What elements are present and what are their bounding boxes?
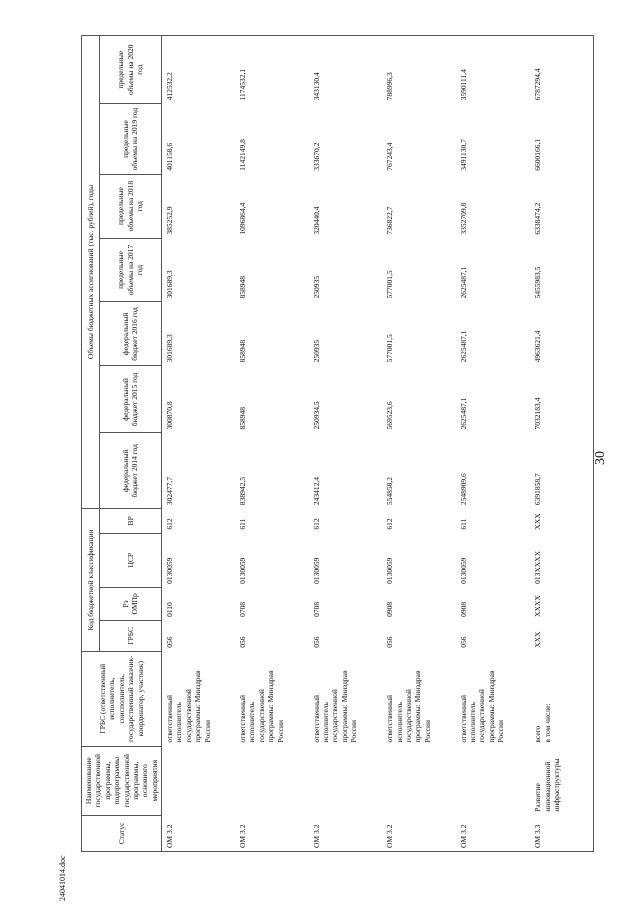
cell-value-2017: 250935 bbox=[311, 275, 321, 299]
cell-value-2019: 1142149,8 bbox=[238, 139, 248, 171]
cell-value-2018: 1096864,4 bbox=[238, 202, 248, 235]
cell-resp: ответственный исполнитель государственной программы: Минздрав России bbox=[165, 670, 212, 743]
header-status: Статус bbox=[82, 815, 162, 851]
cell-value-2019: 3491130,7 bbox=[458, 139, 468, 171]
cell-resp: ответственный исполнитель государственной программы: Минздрав России bbox=[458, 670, 506, 743]
header-y2019: предельные объемы на 2019 год bbox=[99, 104, 161, 174]
table-row bbox=[382, 36, 456, 852]
cell-value-2018: 6338474,2 bbox=[530, 174, 593, 238]
cell-value-2014: 243412,4 bbox=[311, 476, 321, 506]
footer-filename: 24041014.doc bbox=[58, 855, 67, 901]
cell-grbs: 056 bbox=[311, 636, 321, 648]
header-y2015: федеральный бюджет 2015 год bbox=[99, 366, 161, 433]
cell-status: ОМ 3.2 bbox=[456, 815, 531, 851]
table-row bbox=[456, 36, 531, 852]
cell-value-2018: 736822,7 bbox=[385, 206, 395, 235]
cell-status: ОМ 3.3 bbox=[530, 815, 593, 851]
cell-csr: 0130059 bbox=[458, 557, 468, 584]
cell-value-2020: 3590111,4 bbox=[456, 36, 531, 104]
cell-value-2015: 300870,8 bbox=[165, 401, 174, 430]
cell-value-2014: 554858,2 bbox=[385, 476, 395, 506]
header-rz: Рз ОМПр bbox=[99, 587, 161, 620]
cell-value-2015: 7032183,4 bbox=[530, 366, 593, 433]
table-row bbox=[235, 36, 309, 852]
cell-value-2014: 302477,7 bbox=[165, 476, 174, 506]
cell-csr: 0130059 bbox=[311, 557, 321, 584]
cell-vr: 612 bbox=[311, 518, 321, 530]
cell-value-2020: 788996,3 bbox=[382, 36, 456, 104]
cell-vr: 612 bbox=[165, 518, 174, 530]
cell-grbs: 056 bbox=[458, 636, 468, 648]
cell-rz: 0708 bbox=[238, 601, 248, 617]
cell-value-2017: 301689,3 bbox=[165, 270, 174, 299]
cell-status: ОМ 3.2 bbox=[235, 815, 309, 851]
cell-value-2018: 385252,9 bbox=[165, 206, 174, 235]
header-y2016: федеральный бюджет 2016 год bbox=[99, 302, 161, 366]
page-number: 30 bbox=[593, 451, 608, 465]
cell-value-2015: 569523,6 bbox=[385, 401, 395, 430]
cell-status: ОМ 3.2 bbox=[309, 815, 383, 851]
cell-value-2018: 3352709,8 bbox=[458, 202, 468, 235]
cell-csr: 0130059 bbox=[238, 557, 248, 584]
cell-vr: XXX bbox=[530, 509, 593, 534]
cell-grbs: 056 bbox=[238, 636, 248, 648]
cell-name bbox=[309, 746, 383, 815]
cell-grbs: XXX bbox=[530, 620, 593, 651]
header-y2014: федеральный бюджет 2014 год bbox=[99, 433, 161, 509]
cell-csr: 013XXXX bbox=[530, 533, 593, 587]
cell-vr: 612 bbox=[385, 518, 395, 530]
header-name: Наименование государственной программы, подпрограммы государственной программы, основного мероприятия bbox=[82, 746, 162, 815]
cell-value-2016: 858948 bbox=[238, 339, 248, 363]
cell-rz: 0708 bbox=[311, 601, 321, 617]
header-y2017: предельные объемы на 2017 год bbox=[99, 238, 161, 302]
cell-value-2017: 5455983,5 bbox=[530, 238, 593, 302]
cell-value-2014: 2548909,6 bbox=[458, 473, 468, 506]
header-grbs-resp: ГРБС (ответственный исполнитель, соисполнитель, государственный заказчик-координатор, участник) bbox=[82, 651, 162, 746]
table-row bbox=[162, 36, 236, 852]
cell-value-2019: 6600166,1 bbox=[530, 104, 593, 174]
cell-rz: XXXX bbox=[530, 587, 593, 620]
cell-name bbox=[456, 746, 531, 815]
cell-value-2019: 333670,2 bbox=[311, 142, 321, 171]
header-y2018: предельные объемы на 2018 год bbox=[99, 174, 161, 238]
cell-resp: ответственный исполнитель государственной программы: Минздрав России bbox=[238, 670, 285, 743]
cell-grbs: 056 bbox=[385, 636, 395, 648]
cell-value-2018: 320440,4 bbox=[311, 206, 321, 235]
cell-name bbox=[235, 746, 309, 815]
cell-value-2015: 2625487,1 bbox=[458, 397, 468, 430]
cell-rz: 0908 bbox=[458, 601, 468, 617]
cell-resp: всего в том числе: bbox=[530, 651, 593, 746]
cell-value-2020: 412532,2 bbox=[162, 36, 236, 104]
cell-value-2020: 343130,4 bbox=[309, 36, 383, 104]
cell-value-2016: 577001,5 bbox=[385, 334, 395, 363]
budget-table bbox=[81, 35, 594, 852]
cell-value-2016: 4963621,4 bbox=[530, 302, 593, 366]
cell-value-2016: 2625487,1 bbox=[458, 330, 468, 363]
cell-grbs: 056 bbox=[165, 636, 174, 648]
cell-vr: 611 bbox=[238, 518, 248, 530]
cell-value-2017: 2625487,1 bbox=[458, 266, 468, 299]
cell-status: ОМ 3.2 bbox=[162, 815, 236, 851]
cell-name bbox=[162, 746, 236, 815]
cell-status: ОМ 3.2 bbox=[382, 815, 456, 851]
cell-value-2014: 838942,5 bbox=[238, 476, 248, 506]
header-vr: ВР bbox=[99, 509, 161, 534]
cell-value-2019: 767243,4 bbox=[385, 142, 395, 171]
cell-value-2017: 858948 bbox=[238, 275, 248, 299]
cell-rz: 0110 bbox=[165, 602, 174, 617]
cell-name bbox=[382, 746, 456, 815]
header-code-group: Код бюджетной классификации bbox=[82, 509, 100, 652]
cell-rz: 0908 bbox=[385, 601, 395, 617]
cell-value-2019: 401158,6 bbox=[165, 142, 174, 171]
cell-value-2016: 301689,3 bbox=[165, 334, 174, 363]
header-csr: ЦСР bbox=[99, 533, 161, 587]
cell-value-2017: 577001,5 bbox=[385, 270, 395, 299]
cell-value-2020: 1174532,1 bbox=[235, 36, 309, 104]
cell-resp: ответственный исполнитель государственной программы: Минздрав России bbox=[311, 670, 359, 743]
cell-value-2015: 250934,5 bbox=[311, 401, 321, 430]
cell-vr: 611 bbox=[458, 518, 468, 530]
cell-csr: 0130059 bbox=[165, 557, 174, 584]
table-row bbox=[530, 36, 593, 852]
table-row bbox=[309, 36, 383, 852]
header-grbs: ГРБС bbox=[99, 620, 161, 651]
cell-value-2016: 250935 bbox=[311, 339, 321, 363]
cell-value-2020: 6787294,4 bbox=[530, 36, 593, 104]
cell-name: Развитие инновационной инфраструктуры bbox=[530, 746, 593, 815]
header-volumes-group: Объемы бюджетных ассигнований (тыс. рублей), годы bbox=[82, 36, 100, 509]
cell-value-2014: 6391858,7 bbox=[530, 433, 593, 509]
cell-resp: ответственный исполнитель государственной программы: Минздрав России bbox=[385, 670, 432, 743]
header-y2020: предельные объемы на 2020 год bbox=[99, 36, 161, 104]
cell-csr: 0130059 bbox=[385, 557, 395, 584]
cell-value-2015: 858948 bbox=[238, 406, 248, 430]
